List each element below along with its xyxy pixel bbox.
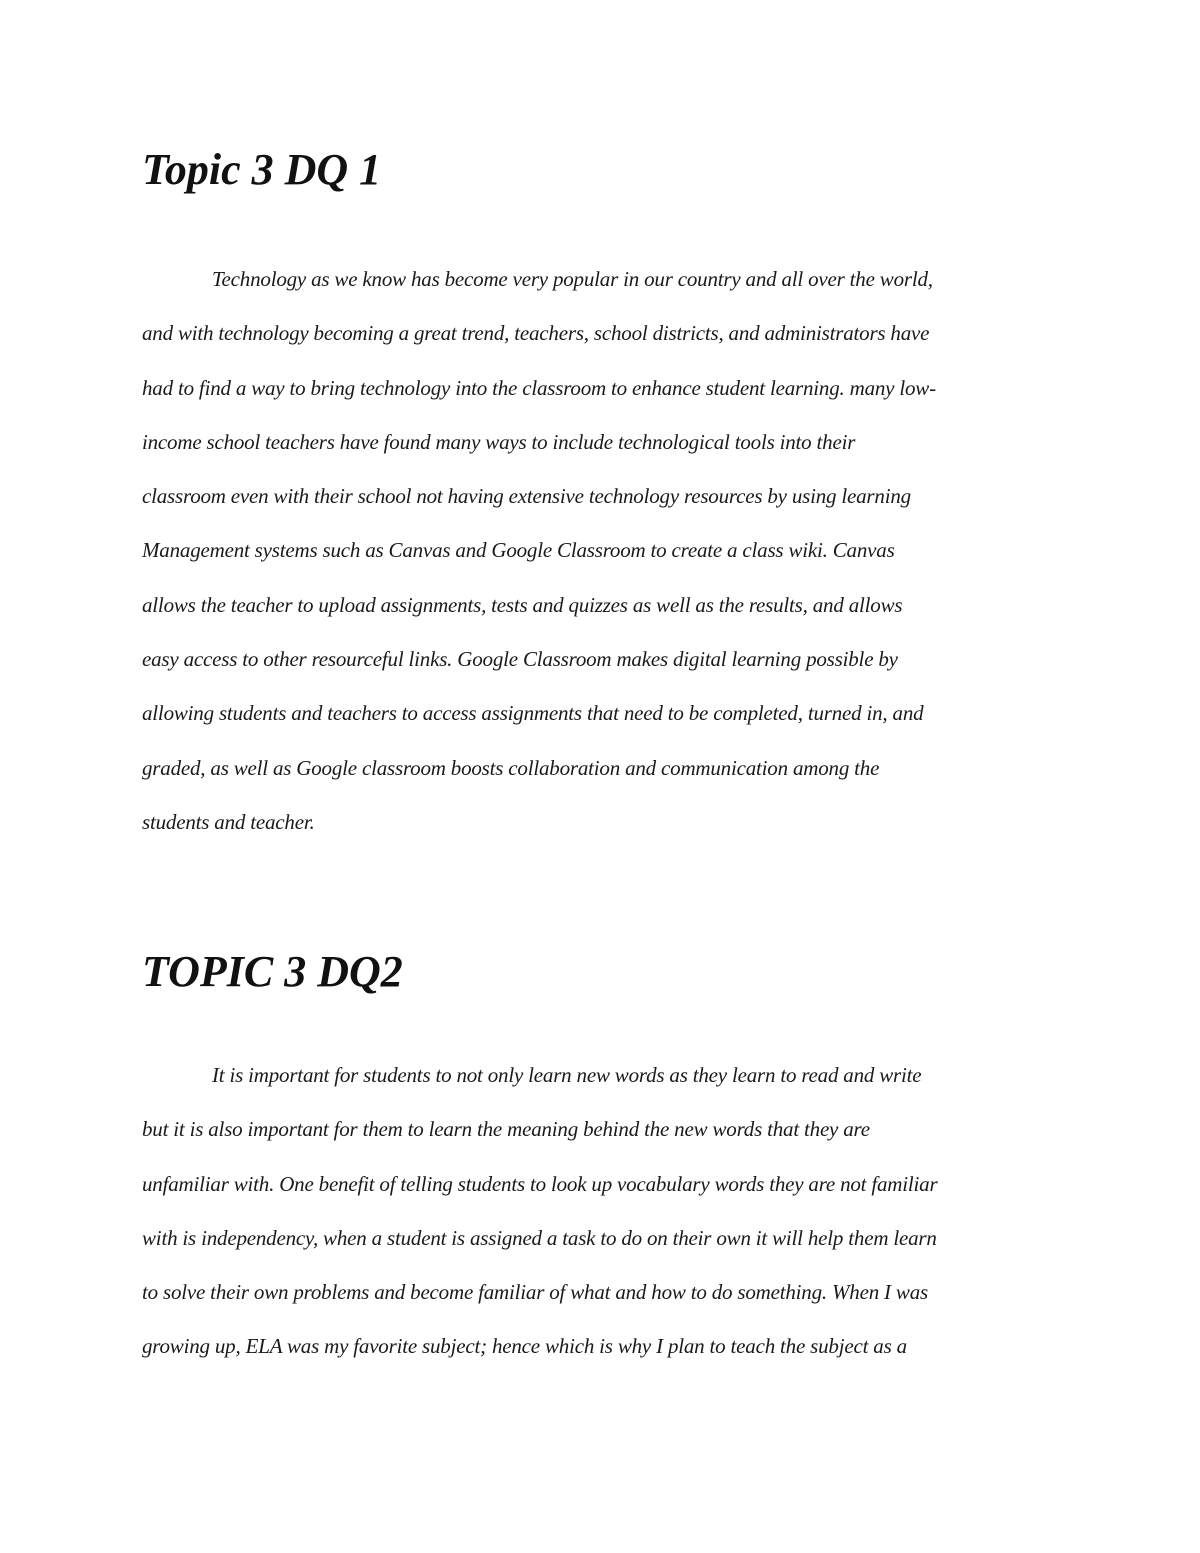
text-line: and with technology becoming a great trend, teachers, school districts, and administrators have [142, 321, 930, 346]
text-line: to solve their own problems and become familiar of what and how to do something. When I was [142, 1280, 928, 1305]
section-heading-topic-3-dq-1: Topic 3 DQ 1 [142, 145, 382, 194]
section-body-topic-3-dq-1 [142, 252, 1072, 849]
text-line: Technology as we know has become very popular in our country and all over the world, [212, 267, 933, 291]
text-line: unfamiliar with. One benefit of telling students to look up vocabulary words they are not familiar [142, 1171, 938, 1196]
text-line: graded, as well as Google classroom boosts collaboration and communication among the [142, 755, 880, 780]
text-line: It is important for students to not only learn new words as they learn to read and write [212, 1063, 922, 1087]
text-line: but it is also important for them to learn the meaning behind the new words that they are [142, 1117, 870, 1142]
text-line: growing up, ELA was my favorite subject; hence which is why I plan to teach the subject as a [142, 1334, 907, 1359]
section-heading-topic-3-dq2: TOPIC 3 DQ2 [142, 947, 403, 996]
text-line: allows the teacher to upload assignments, tests and quizzes as well as the results, and allows [142, 592, 903, 617]
text-line: Management systems such as Canvas and Google Classroom to create a class wiki. Canvas [142, 538, 895, 563]
text-line: had to find a way to bring technology into the classroom to enhance student learning. many low- [142, 375, 936, 400]
text-line: students and teacher. [142, 809, 315, 834]
text-line: income school teachers have found many ways to include technological tools into their [142, 429, 856, 454]
text-line: allowing students and teachers to access assignments that need to be completed, turned in, and [142, 701, 924, 726]
section-body-topic-3-dq2 [142, 1048, 1072, 1374]
text-line: with is independency, when a student is assigned a task to do on their own it will help them learn [142, 1225, 937, 1250]
text-line: easy access to other resourceful links. Google Classroom makes digital learning possible by [142, 647, 898, 672]
text-line: classroom even with their school not having extensive technology resources by using learning [142, 484, 911, 509]
